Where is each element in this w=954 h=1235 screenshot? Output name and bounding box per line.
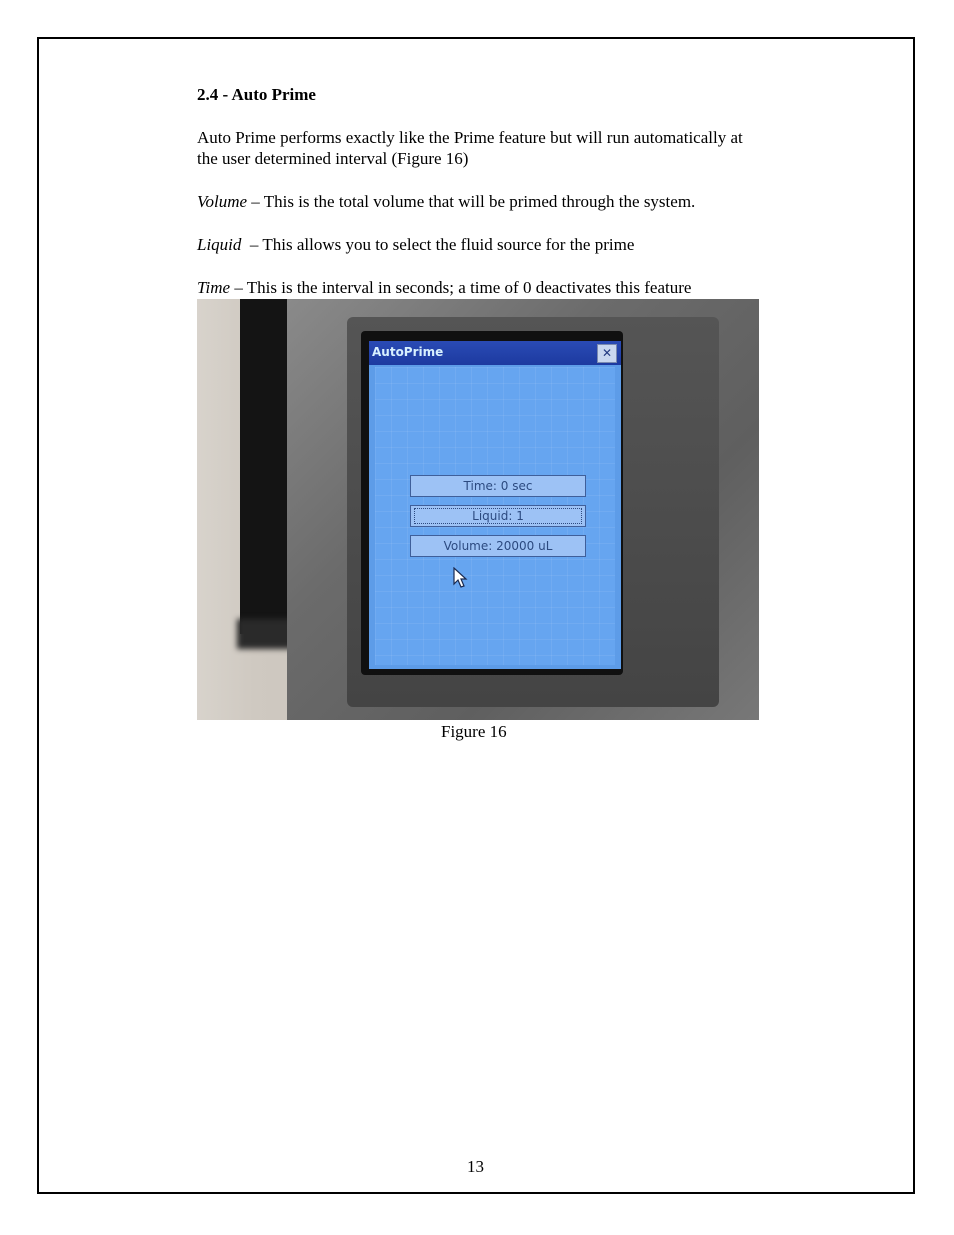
touchscreen [369,341,621,669]
time-button[interactable]: Time: 0 sec [410,475,586,497]
mouse-cursor-icon [453,567,469,589]
figure-photo [197,299,759,720]
definition-term: Volume [197,192,248,211]
definition-liquid [197,234,817,255]
liquid-button[interactable] [410,505,586,527]
liquid-button-label: Liquid: 1 [472,509,524,523]
close-button[interactable] [597,344,617,363]
definition-time [197,277,817,298]
definition-term: Time [197,278,231,297]
page-number: 13 [467,1157,484,1176]
definition-text: – This is the interval in seconds; a time of 0 deactivates this feature [230,278,692,297]
window-title: AutoPrime [372,345,444,359]
section-heading: 2.4 - Auto Prime [197,85,316,104]
definition-term: Liquid [197,235,242,254]
definition-text: – This is the total volume that will be primed through the system. [247,192,696,211]
close-icon: ✕ [601,346,613,360]
definition-text: – This allows you to select the fluid source for the prime [241,235,635,254]
window-client-area [375,367,615,665]
device-side-panel [240,299,292,634]
intro-line-2: the user determined interval (Figure 16) [197,149,469,168]
intro-paragraph [197,127,817,169]
definition-volume [197,191,817,212]
volume-button[interactable]: Volume: 20000 uL [410,535,586,557]
figure-caption: Figure 16 [441,722,507,741]
intro-line-1: Auto Prime performs exactly like the Prime feature but will run automatically at [197,128,743,147]
window-titlebar [369,341,621,365]
